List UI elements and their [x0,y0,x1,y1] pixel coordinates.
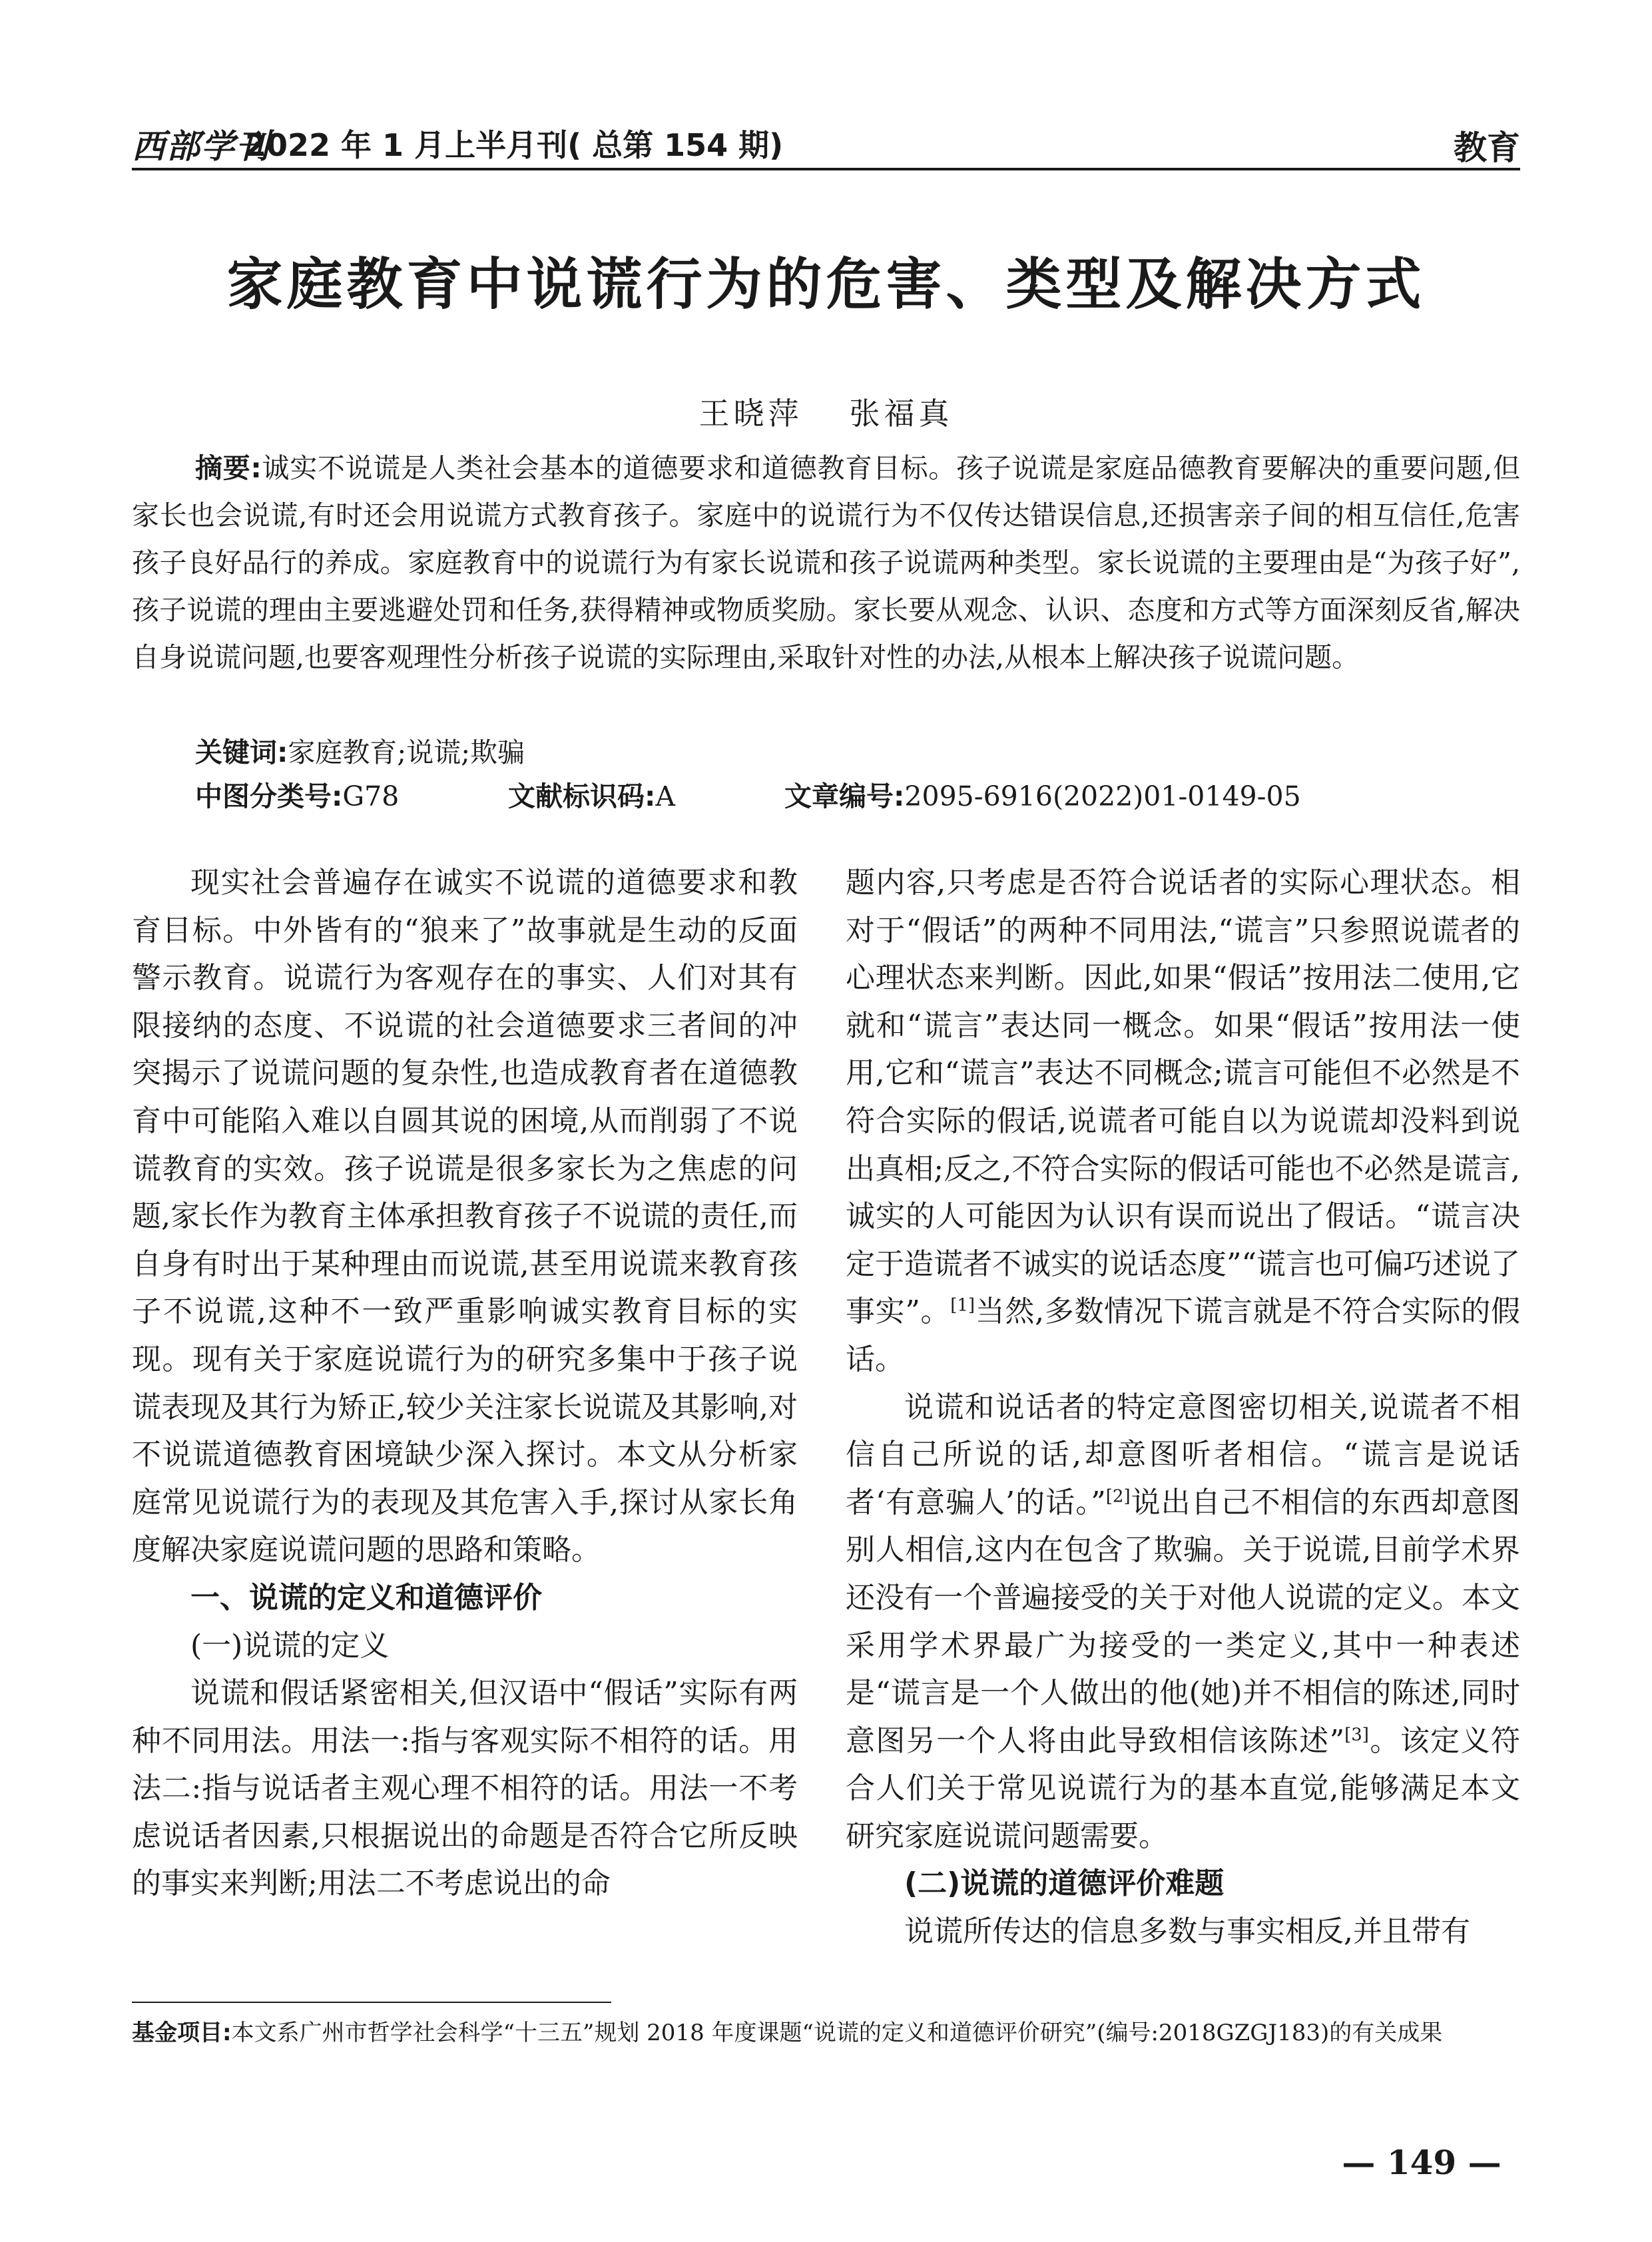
header-rule [132,168,1520,170]
footnote-rule [132,2002,611,2003]
classification-line [195,775,1520,818]
body-column-right [846,859,1520,1956]
body-column-left [132,859,798,1908]
paragraph [846,1384,1520,1860]
paragraph: 说谎所传达的信息多数与事实相反,并且带有 [904,1914,1470,1949]
paragraph [846,859,1520,1384]
keywords-text: 家庭教育;说谎;欺骗 [288,736,525,768]
art-label: 文章编号: [784,780,905,812]
citation: [3] [1344,1725,1369,1745]
keywords [195,731,1520,774]
abstract-label: 摘要: [195,452,262,484]
footnote [132,2012,1520,2054]
footnote-text: 本文系广州市哲学社会科学“十三五”规划 2018 年度课题“说谎的定义和道德评价研究”(编号:2018GZGJ183)的有关成果 [231,2020,1443,2046]
text-span: 说谎和说话者的特定意图密切相关,说谎者不相信自己所说的话,却意图听者相信。“谎言是说话者‘有意骗人’的话。” [846,1390,1520,1520]
author-1: 王晓萍 [698,396,803,431]
text-span: 。该定义符合人们关于常见说谎行为的基本直觉,能够满足本文研究家庭说谎问题需要。 [846,1723,1520,1853]
paragraph: 现实社会普遍存在诚实不说谎的道德要求和教育目标。中外皆有的“狼来了”故事就是生动的反面警示教育。说谎行为客观存在的事实、人们对其有限接纳的态度、不说谎的社会道德要求三者间的冲突揭示了说谎问题的复杂性,也造成教育者在道德教育中可能陷入难以自圆其说的困境,从而削弱了不说谎教育的实效。孩子说谎是很多家长为之焦虑的问题,家长作为教育主体承担教育孩子不说谎的责任,而自身有时出于某种理由而说谎,甚至用说谎来教育孩子不说谎,这种不一致严重影响诚实教育目标的实现。现有关于家庭说谎行为的研究多集中于孩子说谎表现及其行为矫正,较少关注家长说谎及其影响,对不说谎道德教育困境缺少深入探讨。本文从分析家庭常见说谎行为的表现及其危害入手,探讨从家长角度解决家庭说谎问题的思路和策略。 [132,866,798,1567]
abstract-text: 诚实不说谎是人类社会基本的道德要求和道德教育目标。孩子说谎是家庭品德教育要解决的重要问题,但家长也会说谎,有时还会用说谎方式教育孩子。家庭中的说谎行为不仅传达错误信息,还损害亲子间的相互信任,危害孩子良好品行的养成。家庭教育中的说谎行为有家长说谎和孩子说谎两种类型。家长说谎的主要理由是“为孩子好”,孩子说谎的理由主要逃避处罚和任务,获得精神或物质奖励。家长要从观念、认识、态度和方式等方面深刻反省,解决自身说谎问题,也要客观理性分析孩子说谎的实际理由,采取针对性的办法,从根本上解决孩子说谎问题。 [132,452,1520,673]
doc-value: A [655,780,676,812]
text-span: 题内容,只考虑是否符合说话者的实际心理状态。相对于“假话”的两种不同用法,“谎言”只参照说谎者的心理状态来判断。因此,如果“假话”按用法二使用,它就和“谎言”表达同一概念。如果“假话”按用法一使用,它和“谎言”表达不同概念;谎言可能但不必然是不符合实际的假话,说谎者可能自以为说谎却没料到说出真相;反之,不符合实际的假话可能也不必然是谎言,诚实的人可能因为认识有误而说出了假话。“谎言决定于造谎者不诚实的说话态度”“谎言也可偏巧述说了事实”。 [846,866,1520,1329]
section-heading: 一、说谎的定义和道德评价 [190,1580,542,1615]
paper-title: 家庭教育中说谎行为的危害、类型及解决方式 [226,252,1426,317]
keywords-label: 关键词: [195,736,288,768]
abstract [132,445,1520,681]
author-2: 张福真 [849,396,954,431]
subsection-heading: (一)说谎的定义 [190,1628,390,1663]
clc-value: G78 [342,780,400,812]
journal-logo: 西部学刊 [132,127,270,166]
authors [132,390,1520,433]
art-value: 2095-6916(2022)01-0149-05 [904,780,1301,812]
page-number: — 149 — [1342,2143,1502,2182]
text-span: 说出自己不相信的东西却意图别人相信,这内在包含了欺骗。关于说谎,目前学术界还没有一个普遍接受的关于对他人说谎的定义。本文采用学术界最广为接受的一类定义,其中一种表述是“谎言是一个人做出的他(她)并不相信的陈述,同时意图另一个人将由此导致相信该陈述” [846,1485,1520,1758]
footnote-label: 基金项目: [132,2020,232,2046]
text-span: 当然,多数情况下谎言就是不符合实际的假话。 [846,1294,1520,1376]
paragraph: 说谎和假话紧密相关,但汉语中“假话”实际有两种不同用法。用法一:指与客观实际不相符的话。用法二:指与说话者主观心理不相符的话。用法一不考虑说话者因素,只根据说出的命题是否符合它所反映的事实来判断;用法二不考虑说出的命 [132,1676,798,1901]
running-header [132,117,1520,167]
issue-info: 2022 年 1 月上半月刊( 总第 154 期) [245,127,784,163]
section-name: 教育 [1454,129,1520,167]
citation: [2] [1105,1486,1131,1507]
clc-code [195,780,399,812]
article-number [784,775,1301,818]
citation: [1] [950,1295,975,1316]
subsection-heading: (二)说谎的道德评价难题 [904,1866,1225,1901]
clc-label: 中图分类号: [195,780,343,812]
doc-label: 文献标识码: [508,780,656,812]
doc-code [508,775,675,818]
